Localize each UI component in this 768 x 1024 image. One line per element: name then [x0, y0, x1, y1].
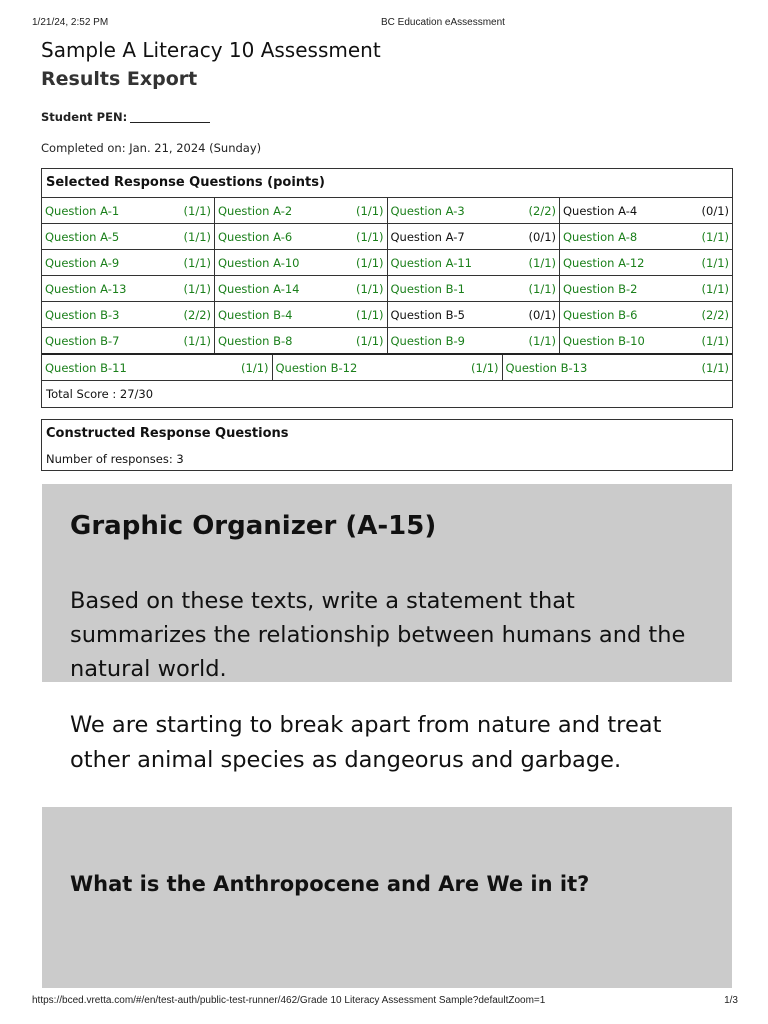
question-score-cell	[560, 328, 733, 355]
table-row	[42, 355, 732, 380]
question-label: Question B-10	[563, 333, 645, 348]
question-score-cell	[215, 302, 388, 328]
table-row	[42, 276, 732, 302]
constructed-response-box	[41, 419, 733, 471]
question-score-cell	[42, 276, 215, 302]
question-score: (2/2)	[183, 307, 211, 322]
question-score-cell	[387, 198, 560, 224]
question-score: (1/1)	[183, 281, 211, 296]
question-score: (0/1)	[528, 307, 556, 322]
question-score-cell	[502, 355, 732, 380]
graphic-organizer-title: Graphic Organizer (A-15)	[70, 511, 437, 541]
question-score: (1/1)	[183, 229, 211, 244]
graphic-organizer-prompt: Based on these texts, write a statement that summarizes the relationship between humans and the natural world.	[70, 588, 686, 682]
document-title: Sample A Literacy 10 Assessment	[41, 38, 381, 62]
question-score-cell	[560, 276, 733, 302]
total-score: Total Score : 27/30	[42, 380, 732, 407]
question-label: Question A-1	[45, 203, 120, 218]
question-score-cell	[387, 224, 560, 250]
question-label: Question A-3	[390, 203, 465, 218]
question-label: Question B-8	[218, 333, 293, 348]
print-site-name: BC Education eAssessment	[381, 17, 505, 28]
question-score: (0/1)	[701, 203, 729, 218]
question-score: (1/1)	[356, 333, 384, 348]
question-score-cell	[387, 276, 560, 302]
question-score: (1/1)	[183, 255, 211, 270]
question-label: Question B-7	[45, 333, 120, 348]
document-subtitle: Results Export	[41, 68, 198, 90]
selected-response-grid	[42, 198, 732, 355]
question-score: (1/1)	[471, 360, 499, 375]
question-score-cell	[215, 198, 388, 224]
question-label: Question A-2	[218, 203, 293, 218]
question-score: (1/1)	[183, 203, 211, 218]
question-label: Question A-5	[45, 229, 120, 244]
table-row	[42, 302, 732, 328]
selected-response-last-row	[42, 355, 732, 380]
constructed-response-heading: Constructed Response Questions	[46, 426, 289, 441]
question-label: Question A-13	[45, 281, 127, 296]
question-score-cell	[560, 250, 733, 276]
question-score-cell	[42, 328, 215, 355]
graphic-organizer-answer-box	[42, 682, 732, 807]
student-pen-label: Student PEN:	[41, 110, 128, 124]
question-score: (1/1)	[356, 229, 384, 244]
question-label: Question A-8	[563, 229, 638, 244]
question-score: (1/1)	[701, 281, 729, 296]
question-score-cell	[387, 302, 560, 328]
question-label: Question A-10	[218, 255, 300, 270]
question-score-cell	[560, 302, 733, 328]
question-score: (1/1)	[183, 333, 211, 348]
question-score-cell	[215, 250, 388, 276]
constructed-response-count: Number of responses: 3	[46, 452, 184, 466]
question-label: Question B-6	[563, 307, 638, 322]
question-label: Question B-5	[390, 307, 465, 322]
print-page-number: 1/3	[724, 995, 738, 1006]
question-score-cell	[42, 250, 215, 276]
student-pen-blank	[130, 122, 210, 123]
question-score: (1/1)	[701, 333, 729, 348]
question-score-cell	[387, 250, 560, 276]
print-header	[32, 17, 728, 33]
question-score: (1/1)	[528, 255, 556, 270]
selected-response-box	[41, 168, 733, 408]
question-score: (1/1)	[528, 333, 556, 348]
question-label: Question B-11	[45, 360, 127, 375]
question-label: Question A-9	[45, 255, 120, 270]
question-score-cell	[42, 302, 215, 328]
selected-response-heading: Selected Response Questions (points)	[42, 169, 732, 198]
question-score: (1/1)	[241, 360, 269, 375]
question-label: Question A-11	[390, 255, 472, 270]
question-score-cell	[560, 224, 733, 250]
question-score-cell	[42, 224, 215, 250]
table-row	[42, 198, 732, 224]
question-score-cell	[215, 276, 388, 302]
question-score-cell	[42, 198, 215, 224]
question-label: Question A-7	[390, 229, 465, 244]
print-footer	[32, 995, 738, 1009]
question-label: Question A-14	[218, 281, 300, 296]
question-label: Question B-13	[505, 360, 588, 375]
question-label: Question B-12	[275, 360, 358, 375]
completed-on: Completed on: Jan. 21, 2024 (Sunday)	[41, 141, 262, 155]
question-label: Question A-4	[563, 203, 638, 218]
question-score-cell	[215, 328, 388, 355]
graphic-organizer-answer: We are starting to break apart from nature and treat other animal species as dangeorus and garbage.	[70, 712, 662, 773]
question-score: (1/1)	[701, 255, 729, 270]
question-score: (1/1)	[356, 255, 384, 270]
question-score: (1/1)	[356, 307, 384, 322]
question-score: (1/1)	[356, 203, 384, 218]
question-score: (0/1)	[528, 229, 556, 244]
question-score: (1/1)	[701, 229, 729, 244]
question-score-cell	[387, 328, 560, 355]
question-score-cell	[42, 355, 272, 380]
question-score: (2/2)	[528, 203, 556, 218]
question-label: Question B-3	[45, 307, 120, 322]
question-score: (2/2)	[701, 307, 729, 322]
question-score: (1/1)	[356, 281, 384, 296]
print-datetime: 1/21/24, 2:52 PM	[32, 17, 109, 28]
question-score-cell	[215, 224, 388, 250]
table-row	[42, 328, 732, 355]
question-label: Question B-1	[390, 281, 465, 296]
question-label: Question A-12	[563, 255, 645, 270]
question-score: (1/1)	[528, 281, 556, 296]
question-score: (1/1)	[701, 360, 729, 375]
print-url: https://bced.vretta.com/#/en/test-auth/public-test-runner/462/Grade 10 Literacy Assessment Sample?defaultZoom=1	[32, 995, 546, 1006]
table-row	[42, 250, 732, 276]
question-label: Question B-2	[563, 281, 638, 296]
question-label: Question B-9	[390, 333, 465, 348]
student-pen	[41, 110, 210, 124]
question-score-cell	[560, 198, 733, 224]
anthropocene-heading: What is the Anthropocene and Are We in it?	[70, 872, 590, 896]
question-label: Question B-4	[218, 307, 293, 322]
graphic-organizer-panel	[42, 484, 732, 988]
question-label: Question A-6	[218, 229, 293, 244]
table-row	[42, 224, 732, 250]
question-score-cell	[272, 355, 502, 380]
